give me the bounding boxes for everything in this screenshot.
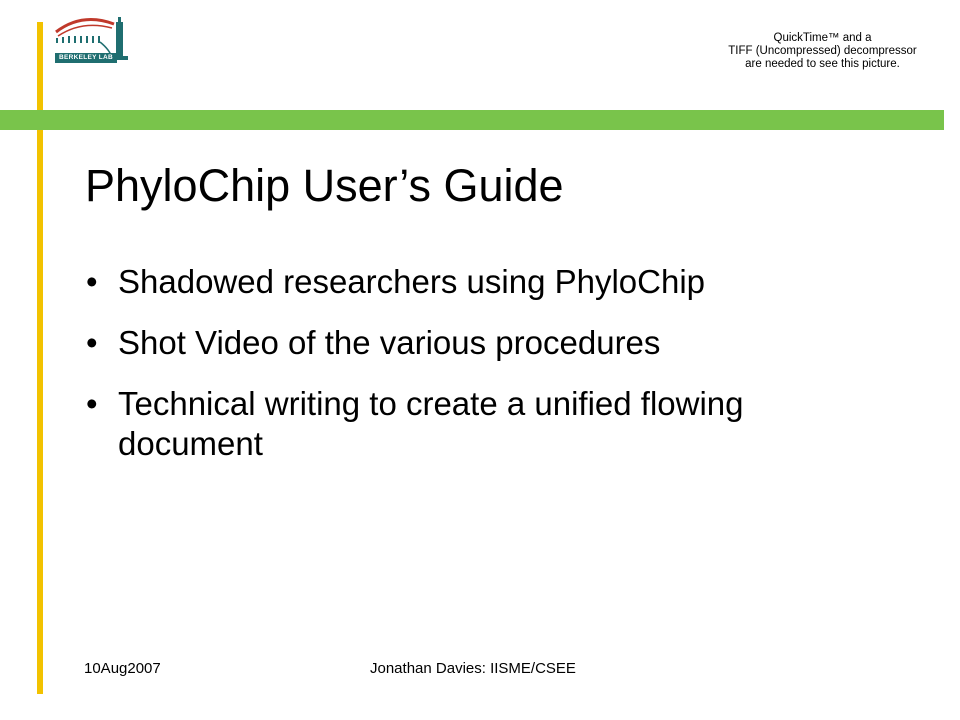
bullet-item (86, 323, 886, 363)
bullet-text: Shot Video of the various procedures (118, 324, 661, 361)
bullet-marker: • (86, 324, 98, 361)
quicktime-placeholder-notice (700, 32, 945, 71)
bullet-item (86, 384, 886, 464)
horizontal-accent-bar (0, 110, 944, 130)
logo-wordmark: BERKELEY LAB (55, 53, 117, 63)
bullet-text: Shadowed researchers using PhyloChip (118, 263, 706, 300)
quicktime-notice-line-2: TIFF (Uncompressed) decompressor (728, 45, 917, 57)
bullet-marker: • (86, 385, 98, 422)
footer-date: 10Aug2007 (84, 660, 161, 677)
bullet-marker: • (86, 263, 98, 300)
bullet-list (86, 262, 886, 485)
quicktime-notice-line-1: QuickTime™ and a (773, 32, 872, 44)
quicktime-notice-line-3: are needed to see this picture. (745, 58, 900, 70)
slide-title: PhyloChip User’s Guide (85, 160, 564, 211)
bullet-text: Technical writing to create a unified flowing document (118, 385, 744, 462)
footer-author: Jonathan Davies: IISME/CSEE (370, 660, 576, 677)
bullet-item (86, 262, 886, 302)
